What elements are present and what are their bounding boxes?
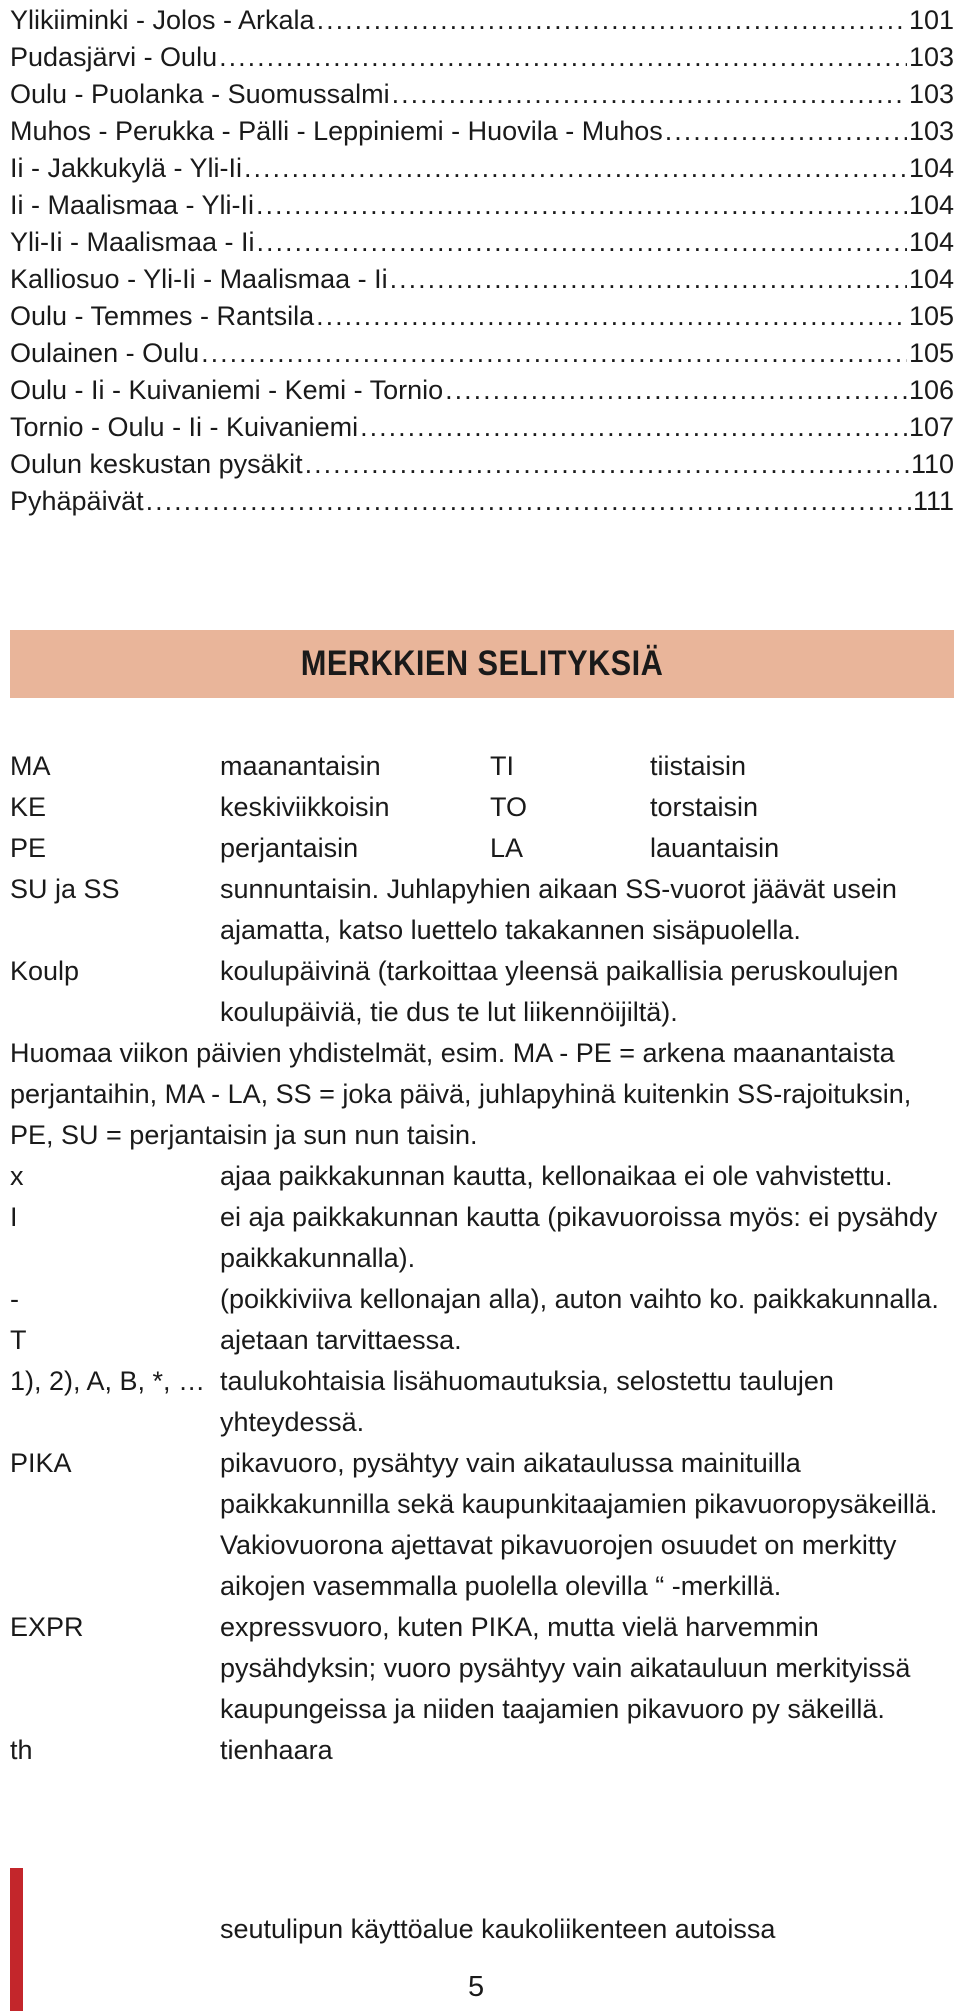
toc-leader-dots (256, 187, 907, 224)
definition-term: Koulp (10, 956, 80, 986)
toc-entry-title: Ii - Jakkukylä - Yli-Ii (10, 153, 243, 183)
toc-entry-title: Ylikiiminki - Jolos - Arkala (10, 5, 315, 35)
toc-leader-dots (219, 39, 907, 76)
toc-entry-title: Yli-Ii - Maalismaa - Ii (10, 227, 255, 257)
toc-entry-title: Tornio - Oulu - Ii - Kuivaniemi (10, 412, 359, 442)
section-title: MERKKIEN SELITYKSIÄ (300, 644, 664, 683)
definition-term: EXPR (10, 1612, 84, 1642)
weekday-code: MA (10, 751, 51, 781)
definition-term: x (10, 1161, 24, 1191)
toc-entry (10, 76, 954, 113)
definition-text: expressvuoro, kuten PIKA, mutta vielä harvemmin pysähdyksin; vuoro pysähtyy vain aikatauluun merkityissä kaupungeissa ja niiden taajamien pikavuoro py säkeillä. (220, 1612, 911, 1724)
definition-text: sunnuntaisin. Juhlapyhien aikaan SS-vuorot jäävät usein ajamatta, katso luettelo takakannen sisäpuolella. (220, 874, 897, 945)
definition-term: - (10, 1284, 19, 1314)
definition-term: PIKA (10, 1448, 72, 1478)
definitions-list-a (10, 869, 954, 1033)
toc-entry-page: 105 (908, 338, 954, 368)
toc-leader-dots (360, 409, 907, 446)
definition-row (10, 1443, 954, 1607)
toc-entry (10, 187, 954, 224)
toc-entry-page: 104 (908, 227, 954, 257)
definition-row (10, 1361, 954, 1443)
definition-text: ei aja paikkakunnan kautta (pikavuoroissa myös: ei pysähdy paikkakunnalla). (220, 1202, 938, 1273)
toc-entry (10, 409, 954, 446)
weekday-code: PE (10, 833, 47, 863)
section-banner (10, 630, 954, 698)
definition-row (10, 1730, 954, 1771)
weekday-code: LA (490, 833, 524, 863)
toc-entry-page: 106 (908, 375, 954, 405)
weekday-code: TI (490, 751, 514, 781)
weekday-code: TO (490, 792, 528, 822)
toc-entry-page: 101 (908, 5, 954, 35)
toc-entry (10, 39, 954, 76)
regional-ticket-legend: seutulipun käyttöalue kaukoliikenteen autoissa (220, 1914, 776, 1944)
toc-entry (10, 2, 954, 39)
weekday-meaning: tiistaisin (650, 751, 747, 781)
toc-entry-title: Kalliosuo - Yli-Ii - Maalismaa - Ii (10, 264, 388, 294)
toc-entry-page: 103 (908, 79, 954, 109)
toc-leader-dots (665, 113, 907, 150)
regional-ticket-marker (10, 1868, 23, 2011)
weekday-meaning: maanantaisin (220, 751, 381, 781)
weekday-meaning: perjantaisin (220, 833, 359, 863)
toc-entry-title: Pudasjärvi - Oulu (10, 42, 218, 72)
toc-entry-page: 103 (908, 42, 954, 72)
toc-leader-dots (316, 298, 907, 335)
toc-entry-page: 104 (908, 153, 954, 183)
definition-term: SU ja SS (10, 874, 120, 904)
toc-entry-title: Pyhäpäivät (10, 486, 144, 516)
definition-row (10, 1279, 954, 1320)
definition-row (10, 1607, 954, 1730)
weekday-meaning: keskiviikkoisin (220, 792, 390, 822)
toc-entry (10, 261, 954, 298)
definition-text: pikavuoro, pysähtyy vain aikataulussa mainituilla paikkakunnilla sekä kaupunkitaajamien pikavuoropysäkeillä. Vakiovuorona ajettavat pikavuorojen osuudet on merkitty aikojen vasemmalla puolella olevilla “ -merkillä. (220, 1448, 938, 1601)
toc-leader-dots (392, 76, 907, 113)
definition-row (10, 1156, 954, 1197)
toc-entry-page: 104 (908, 190, 954, 220)
toc-entry-title: Oulainen - Oulu (10, 338, 200, 368)
toc-entry (10, 335, 954, 372)
weekday-meaning: torstaisin (650, 792, 759, 822)
definition-row (10, 1320, 954, 1361)
table-of-contents (10, 2, 954, 520)
toc-entry (10, 446, 954, 483)
definition-row (10, 1197, 954, 1279)
weekday-abbreviations (10, 746, 954, 869)
toc-entry-page: 111 (912, 486, 954, 516)
toc-leader-dots (257, 224, 907, 261)
toc-entry (10, 298, 954, 335)
toc-leader-dots (317, 2, 907, 39)
toc-entry (10, 372, 954, 409)
toc-entry (10, 113, 954, 150)
definition-row (10, 951, 954, 1033)
definition-text: (poikkiviiva kellonajan alla), auton vaihto ko. paikkakunnalla. (220, 1284, 939, 1314)
toc-entry-page: 105 (908, 301, 954, 331)
toc-leader-dots (445, 372, 907, 409)
toc-entry-page: 107 (908, 412, 954, 442)
weekday-code: KE (10, 792, 47, 822)
toc-entry-page: 104 (908, 264, 954, 294)
toc-entry-page: 103 (908, 116, 954, 146)
definition-text: taulukohtaisia lisähuomautuksia, selostettu taulujen yhteydessä. (220, 1366, 834, 1437)
toc-entry (10, 224, 954, 261)
definitions-list-b (10, 1156, 954, 1771)
toc-entry-title: Ii - Maalismaa - Yli-Ii (10, 190, 255, 220)
toc-leader-dots (390, 261, 907, 298)
definition-text: tienhaara (220, 1735, 333, 1765)
toc-entry (10, 150, 954, 187)
toc-entry-title: Oulu - Puolanka - Suomussalmi (10, 79, 390, 109)
toc-entry-title: Muhos - Perukka - Pälli - Leppiniemi - Huovila - Muhos (10, 116, 663, 146)
definition-row (10, 869, 954, 951)
symbol-legend (10, 746, 954, 1771)
toc-entry-title: Oulu - Temmes - Rantsila (10, 301, 315, 331)
toc-entry-title: Oulu - Ii - Kuivaniemi - Kemi - Tornio (10, 375, 444, 405)
definition-term: 1), 2), A, B, *, … (10, 1366, 206, 1396)
definition-term: th (10, 1735, 33, 1765)
definition-text: ajetaan tarvittaessa. (220, 1325, 462, 1355)
toc-entry (10, 483, 954, 520)
weekday-meaning: lauantaisin (650, 833, 780, 863)
toc-leader-dots (305, 446, 909, 483)
definition-term: I (10, 1202, 18, 1232)
definition-term: T (10, 1325, 27, 1355)
definition-text: koulupäivinä (tarkoittaa yleensä paikallisia peruskoulujen koulupäiviä, tie dus te lut liikennöijiltä). (220, 956, 899, 1027)
toc-entry-title: Oulun keskustan pysäkit (10, 449, 303, 479)
page-number: 5 (468, 1971, 485, 2003)
toc-leader-dots (201, 335, 907, 372)
toc-leader-dots (244, 150, 907, 187)
toc-entry-page: 110 (910, 449, 954, 479)
toc-leader-dots (146, 483, 911, 520)
definition-text: ajaa paikkakunnan kautta, kellonaikaa ei ole vahvistettu. (220, 1161, 893, 1191)
weekday-combination-note: Huomaa viikon päivien yhdistelmät, esim. MA - PE = arkena maanantaista perjantaihin, MA - LA, SS = joka päivä, juhlapyhinä kuitenkin SS-rajoituksin, PE, SU = perjantaisin ja sun nun taisin. (10, 1038, 912, 1150)
